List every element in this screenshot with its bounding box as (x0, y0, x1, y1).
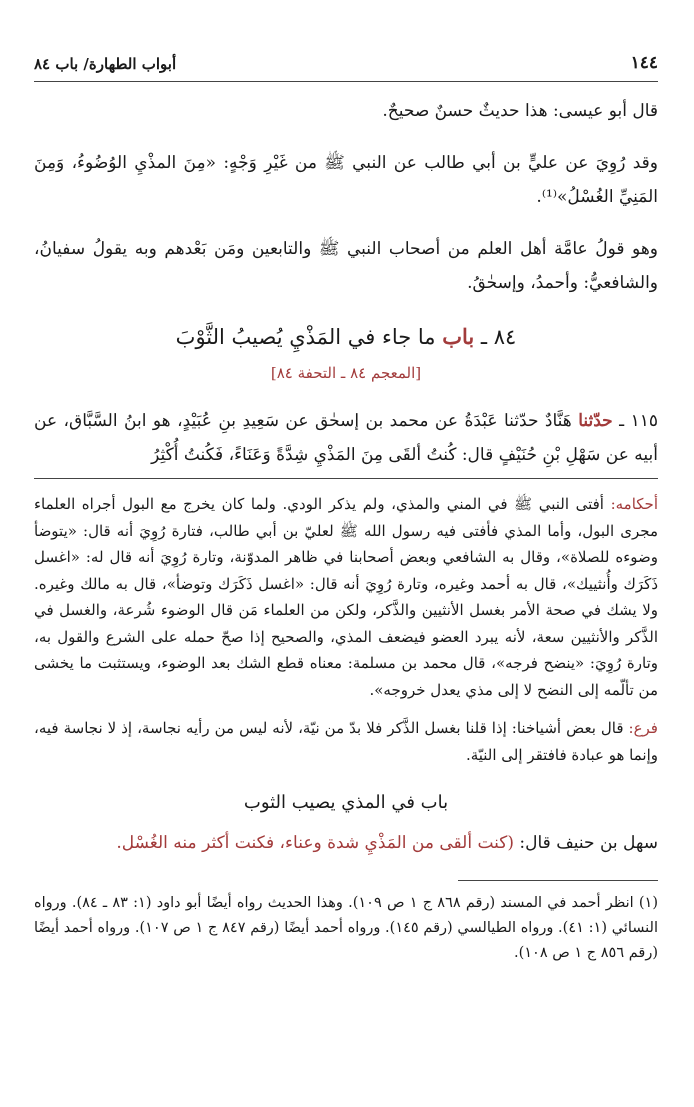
chapter-title: ما جاء في المَذْيِ يُصيبُ الثَّوْبَ (175, 325, 436, 349)
closing-paragraph (34, 826, 658, 860)
hadith-text: هَنَّادٌ حدّثنا عَبْدَةُ عن محمد بن إسحٰق عن سَعِيدِ بنِ عُبَيْدٍ، هو ابنُ السَّبَّاق، عن أبيه عن سَهْلِ بْنِ حُنَيْفٍ قال: كُنتُ ألقَى مِنَ المَذْيِ شِدَّةً وَعَنَاءً، فَكُنتُ أُكْثِرُ (34, 411, 658, 465)
paragraph-3: وهو قولُ عامَّة أهل العلم من أصحاب النبي ﷺ والتابعين ومَن بَعْدهم وبه يقولُ سفيانُ، والشافعيُّ: وأحمدُ، وإسحٰقُ. (34, 239, 658, 293)
page-number: ١٤٤ (630, 53, 658, 73)
chapter-number: ٨٤ ـ (480, 325, 517, 349)
divider-line (34, 478, 658, 479)
sub-heading: باب في المذي يصيب الثوب (243, 792, 449, 813)
chapter-keyword: باب (442, 324, 475, 349)
far-label: فرع: (628, 719, 658, 737)
paragraph-1: قال أبو عيسى: هذا حديثٌ حسنٌ صحيحٌ. (382, 101, 658, 121)
closing-prefix: سهل بن حنيف قال: (519, 833, 658, 853)
commentary-text: أفتى النبي ﷺ في المني والمذي، ولم يذكر الودي. ولما كان يخرج مع البول أجراه العلماء مجرى البول، وأما المذي فأفتى فيه رسول الله ﷺ لعليّ بن أبي طالب، فتارة رُوِيَ أنه قال: «يتوضأ وضوءه للصلاة»، وقال به الشافعي وبعض أصحابنا في ظاهر المدوّنة، وتارة رُوِيَ أنه قال له: «اغسل ذَكَرَك وأُنثييك»، قال به أحمد وغيره، وتارة رُوِيَ أنه قال: «اغسل ذَكَرَك وتوضأ»، قال به مالك وغيره. ولا يشك في صحة الأمر بغسل الأنثيين والذَّكر، ولكن من العلماء مَن قال الوضوء شُرعة، والغسل في الذَّكر والأنثيين سعة، لأنه يبرد العضو فيضعف المذي، والصحيح إذا صحّ حمله على الشرع والقول به، وتارة رُوِيَ: «ينضح فرجه»، قال محمد بن مسلمة: معناه قطع الشك بعد الوضوء، ويستثبت ما يخشى من تألّمه إلى النضح لا إلى مذي يعدل خروجه». (34, 495, 658, 699)
section-title: أبواب الطهارة/ باب ٨٤ (34, 55, 177, 73)
hadith-paragraph (34, 404, 658, 472)
chapter-subtitle: [المعجم ٨٤ ـ التحفة ٨٤] (270, 364, 422, 382)
chapter-heading (34, 320, 658, 354)
hadith-keyword: حدّثنا (578, 411, 613, 431)
closing-quote: (كنت ألقى من المَذْيِ شدة وعناء، فكنت أكثر منه الغُسْل. (116, 833, 514, 853)
paragraph-2: وقد رُوِيَ عن عليٍّ بن أبي طالب عن النبي ﷺ من غَيْرِ وَجْهٍ: «مِنَ المذْيِ الوُضُوءُ، وَمِنَ المَنِيِّ الغُسْلُ»⁽¹⁾. (34, 153, 658, 207)
footnote: (١) انظر أحمد في المسند (رقم ٨٦٨ ج ١ ص ١٠٩). وهذا الحديث رواه أيضًا أبو داود (١: ٨٣ ـ ٨٤). ورواه النسائي (١: ٤١). ورواه الطيالسي (رقم ١٤٥). ورواه أحمد أيضًا (رقم ٨٤٧ ج ١ ص ١٠٧). ورواه أحمد أيضًا (رقم ٨٥٦ ج ١ ص ١٠٨). (34, 895, 659, 961)
commentary-label: أحكامه: (610, 495, 658, 513)
hadith-number: ١١٥ ـ (619, 411, 658, 431)
footnote-divider (458, 880, 658, 881)
far-text: قال بعض أشياخنا: إذا قلنا بغسل الذَّكر فلا بدّ من نيّة، لأنه ليس من رأيه نجاسة، إذ لا نجاسة فيه، وإنما هو عبادة فافتقر إلى النيّة. (34, 719, 658, 764)
running-header (34, 6, 658, 82)
far-paragraph (34, 715, 658, 768)
commentary-paragraph (34, 491, 658, 703)
